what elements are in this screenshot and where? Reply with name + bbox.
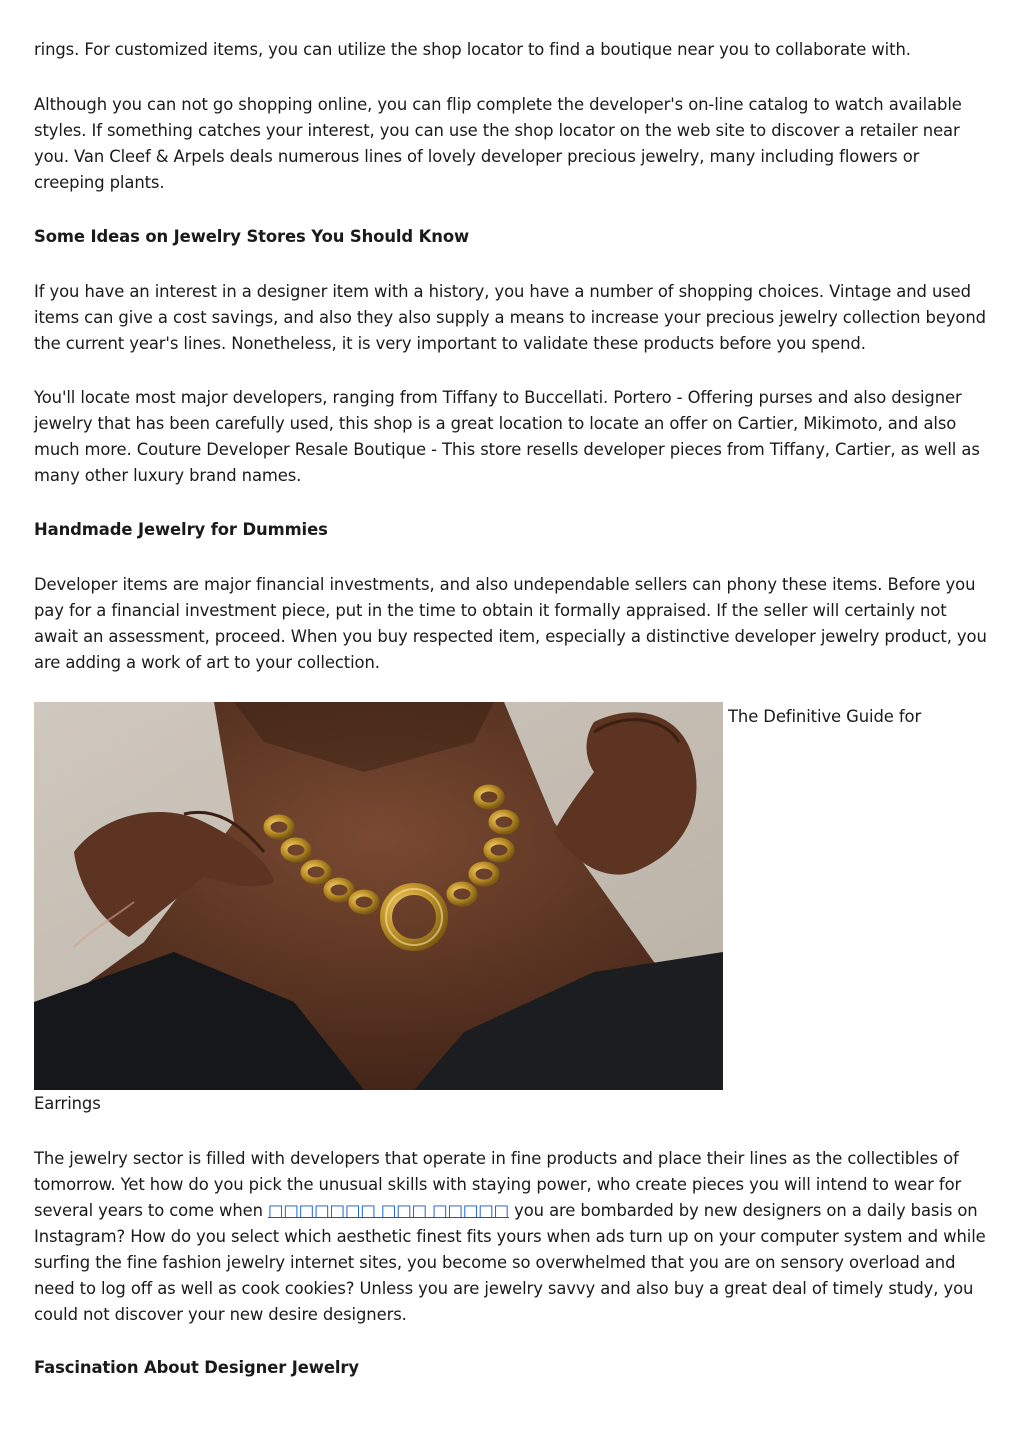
necklace-photo [34,702,723,1090]
paragraph-online-catalog: Although you can not go shopping online, you can flip complete the developer's on-line catalog to watch available styles. If something catches your interest, you can use the shop locator on the web site to discover a retailer near you. Van Cleef & Arpels deals numerous lines of lovely developer precious jewelry, many including flowers or creeping plants. [34,95,962,192]
paragraph-designer-history: If you have an interest in a designer item with a history, you have a number of shopping choices. Vintage and used items can give a cost savings, and also they also supply a means to increase your precious jewelry collection beyond the current year's lines. Nonetheless, it is very important to validate these products before you spend. [34,282,986,353]
inline-link[interactable]: □□□□□□□ □□□ □□□□□ [268,1201,510,1220]
necklace-photo-illustration [34,702,723,1090]
section-heading-handmade-jewelry: Handmade Jewelry for Dummies [34,520,328,539]
paragraph-text-after-link: you are bombarded by new designers on a daily basis on Instagram? How do you select which aesthetic finest fits yours when ads turn up on your computer system and while surfing the fine fashion jewelry internet sites, you become so overwhelmed that you are on sensory overload and need to log off as well as cook cookies? Unless you are jewelry savvy and also buy a great deal of timely study, you could not discover your new desire designers. [34,1201,986,1324]
section-heading-designer-jewelry: Fascination About Designer Jewelry [34,1358,359,1377]
paragraph-financial-investments: Developer items are major financial investments, and also undependable sellers can phony these items. Before you pay for a financial investment piece, put in the time to obtain it formally appraised. If the seller will certainly not await an assessment, proceed. When you buy respected item, especially a distinctive developer jewelry product, you are adding a work of art to your collection. [34,575,987,672]
paragraph-jewelry-sector [34,1146,994,1328]
paragraph-major-developers: You'll locate most major developers, ranging from Tiffany to Buccellati. Portero - Offering purses and also designer jewelry that has been carefully used, this shop is a great location to locate an offer on Cartier, Mikimoto, and also much more. Couture Developer Resale Boutique - This store resells developer pieces from Tiffany, Cartier, as well as many other luxury brand names. [34,388,980,485]
paragraph-text-before-link: The jewelry sector is filled with developers that operate in fine products and place their lines as the collectibles of tomorrow. Yet how do you pick the unusual skills with staying power, who create pieces you will intend to wear for several years to come when [34,1149,962,1220]
paragraph-rings: rings. For customized items, you can utilize the shop locator to find a boutique near you to collaborate with. [34,40,911,59]
image-caption-below: Earrings [34,1094,101,1113]
image-caption-right: The Definitive Guide for [728,707,922,726]
section-heading-jewelry-stores: Some Ideas on Jewelry Stores You Should Know [34,227,470,246]
